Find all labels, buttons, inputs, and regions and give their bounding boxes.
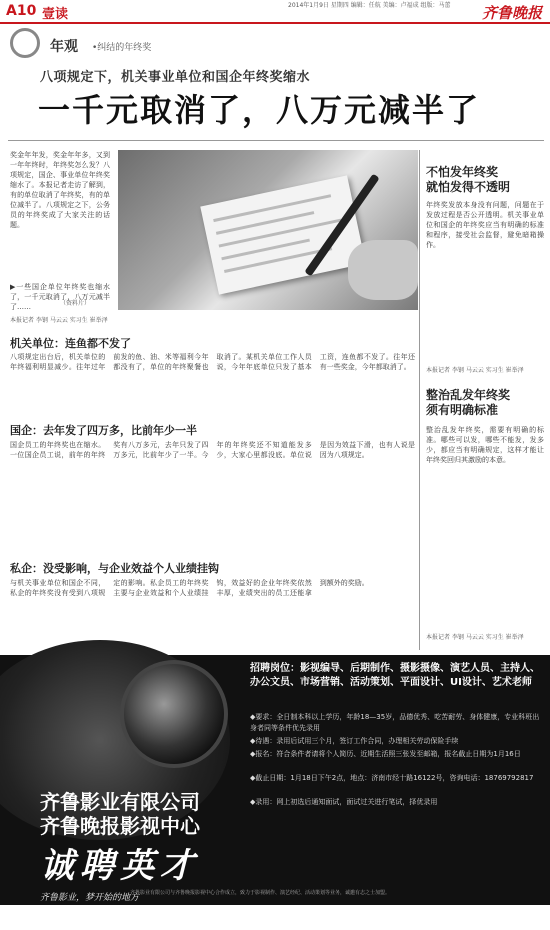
document-image — [200, 175, 365, 294]
section-title: 国企：去年发了四万多，比前年少一半 — [10, 424, 197, 437]
page-bottom — [0, 905, 550, 930]
dateline: 2014年1月9日 星期四 编辑：任航 美编：卢福成 组版：马蕾 — [288, 2, 451, 9]
ad-requirement: ◆要求：全日制本科以上学历，年龄18—35岁，品德优秀、吃苦耐劳、身体健康，专业科班出身者同等条件优先录用 — [250, 713, 540, 732]
column-name: 年观 — [50, 39, 78, 55]
lead-paragraph: 奖金年年发，奖金年年多，又到一年年终时，年终奖怎么发？八项规定，国企、事业单位年终奖缩水了。本报记者走访了解到，有的单位取消了年终奖，有的单位减半了。八项规定之下，公务员的年终奖成了大家关注的话题。 — [10, 151, 110, 229]
side-headline: 不怕发年终奖 就怕发得不透明 — [426, 165, 511, 194]
camera-lens-icon — [120, 660, 228, 768]
side-body: 年终奖发放本身没有问题，问题在于发放过程是否公开透明。机关事业单位和国企的年终奖应当有明确的标准和程序，接受社会监督，避免暗箱操作。 — [426, 201, 544, 249]
side-headline: 整治乱发年终奖 须有明确标准 — [426, 388, 511, 417]
ad-deadline: ◆截止日期：1月18日下午2点，地点：济南市经十路16122号，咨询电话：18769792817 — [250, 774, 534, 782]
ad-footer: 齐鲁影业有限公司与齐鲁晚报影视中心合作成立，致力于影视制作、演艺经纪、活动策划等业务，诚邀有志之士加盟。 — [130, 890, 391, 896]
side-byline: 本报记者 李钢 马云云 实习生 崔举泽 — [426, 367, 524, 374]
ad-company-name: 齐鲁影业有限公司 — [40, 790, 200, 814]
page-header — [0, 0, 550, 24]
side-body: 整治乱发年终奖，需要有明确的标准。哪些可以发，哪些不能发，发多少，都应当有明确规定，这样才能让年终奖回归其激励的本意。 — [426, 426, 544, 464]
section-body: 与机关事业单位和国企不同，私企的年终奖没有受到八项规定的影响。私企员工的年终奖主要与企业效益和个人业绩挂钩，效益好的企业年终奖依然丰厚，业绩突出的员工还能拿到额外的奖励。 — [10, 579, 369, 597]
ad-positions: 招聘岗位：影视编导、后期制作、摄影摄像、演艺人员、主持人、办公文员、市场营销、活动策划、平面设计、UI设计、艺术老师 — [250, 663, 540, 688]
photo-credit: （资料片） — [60, 300, 91, 307]
news-photo — [118, 150, 418, 310]
ad-slogan: 齐鲁影业，梦开始的地方 — [40, 893, 140, 903]
column-topic: •纠结的年终奖 — [92, 43, 152, 53]
hand-image — [348, 240, 418, 300]
ad-company — [40, 790, 200, 838]
section-title: 私企：没受影响，与企业效益个人业绩挂钩 — [10, 562, 219, 575]
sub-headline: 八项规定下，机关事业单位和国企年终奖缩水 — [40, 70, 311, 85]
side-byline: 本报记者 李钢 马云云 实习生 崔举泽 — [426, 634, 524, 641]
ad-slogan-big: 诚聘英才 — [40, 846, 200, 886]
ad-registration: ◆报名：符合条件者请将个人简历、近期生活照三张发至邮箱，报名截止日期为1月16日 — [250, 750, 521, 758]
newspaper-logo: 齐鲁晚报 — [481, 4, 542, 22]
photo-caption: ▶一些国企单位年终奖也缩水了，一千元取消了，八万元减半了…… — [10, 283, 110, 311]
column-divider — [419, 150, 420, 650]
ad-benefits: ◆待遇：录用后试用三个月，签订工作合同，办理相关劳动保险手续 — [250, 737, 459, 745]
ad-center-name: 齐鲁晚报影视中心 — [40, 814, 200, 838]
page-number: A10 — [6, 3, 37, 19]
section-body: 八项规定出台后，机关单位的年终福利明显减少。往年过年前发的鱼、油、米等福利今年都没有了，单位的年终聚餐也取消了。某机关单位工作人员说，今年年底单位只发了基本工资，连鱼都不发了。往年还有一些奖金，今年都取消了。 — [10, 353, 415, 371]
main-headline: 一千元取消了，八万元减半了 — [38, 91, 481, 129]
section-title: 机关单位：连鱼都不发了 — [10, 337, 131, 350]
divider — [8, 140, 544, 141]
lead-byline: 本报记者 李钢 马云云 实习生 崔举泽 — [10, 317, 108, 324]
ad-selection: ◆录用：网上初选后通知面试，面试过关进行笔试，择优录用 — [250, 798, 438, 806]
section-name: 壹读 — [42, 7, 69, 22]
section-body: 国企员工的年终奖也在缩水。一位国企员工说，前年的年终奖有八万多元，去年只发了四万多元，比前年少了一半。今年的年终奖还不知道能发多少，大家心里都没底。单位说是因为效益下滑，也有人说是因为八项规定。 — [10, 441, 415, 459]
column-logo-icon — [10, 28, 40, 58]
